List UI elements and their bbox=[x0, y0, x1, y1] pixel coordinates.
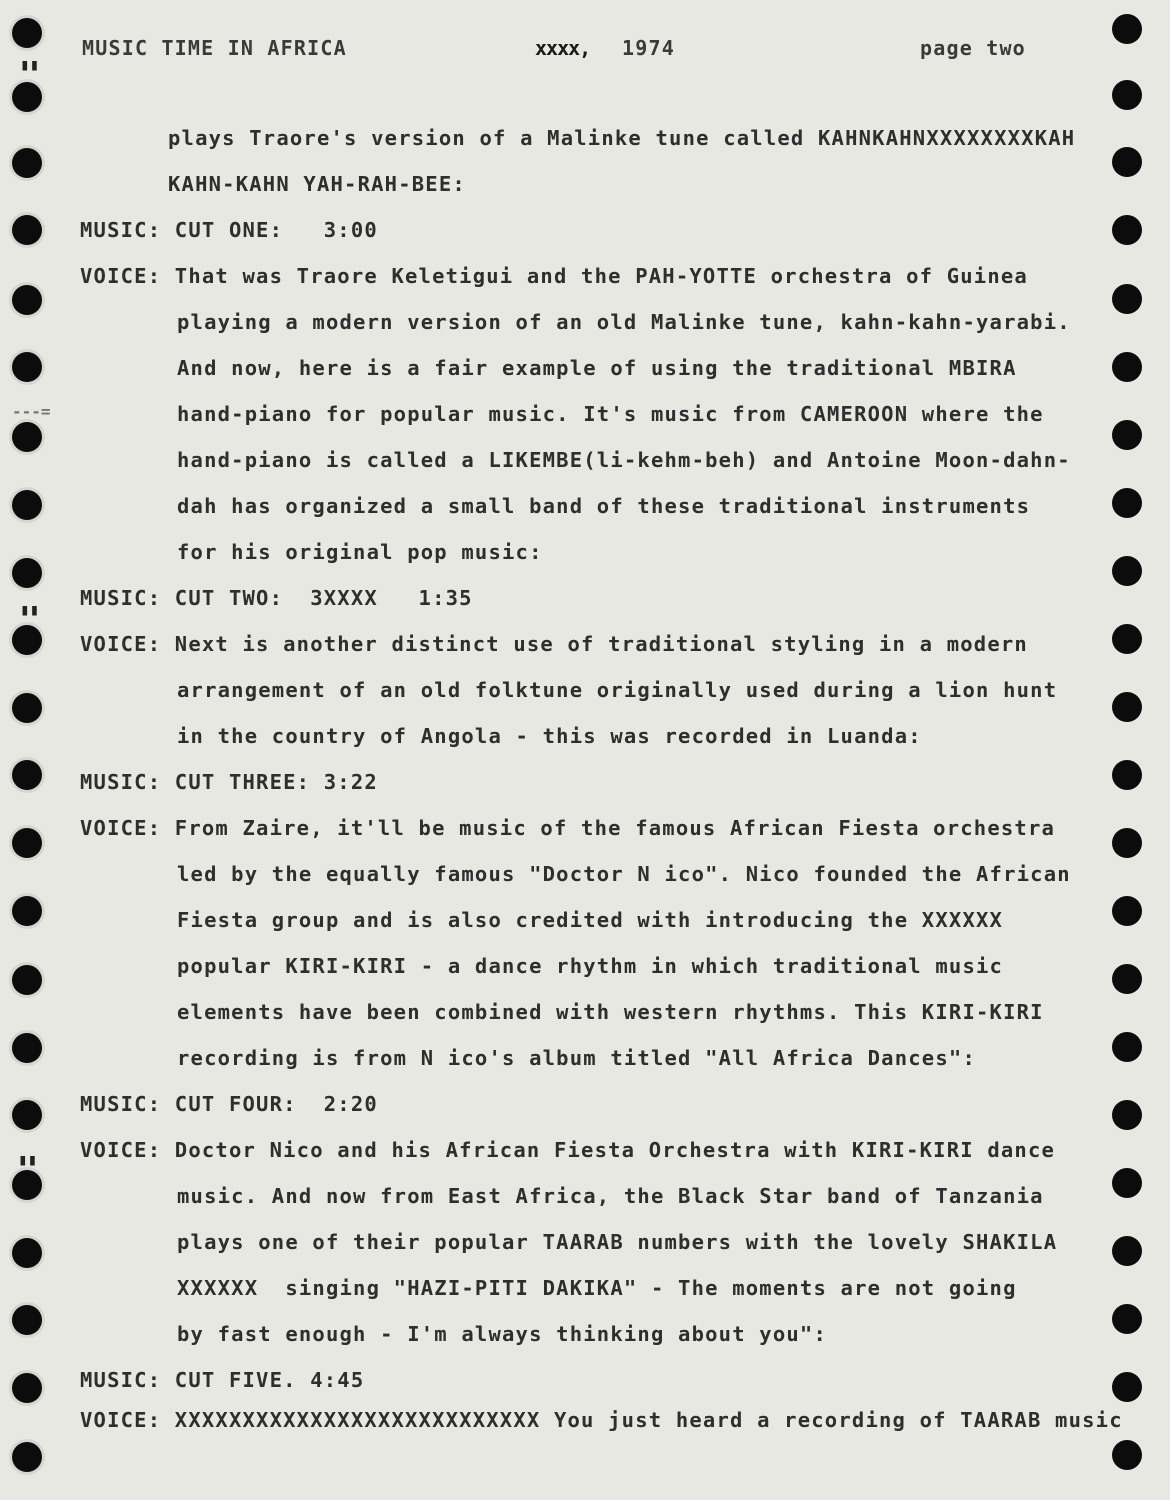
feed-hole bbox=[12, 285, 42, 315]
voice-line: VOICE: XXXXXXXXXXXXXXXXXXXXXXXXXXX You just heard a recording of TAARAB music bbox=[80, 1408, 1123, 1432]
feed-hole bbox=[12, 215, 42, 245]
script-line: arrangement of an old folktune originally used during a lion hunt bbox=[177, 678, 1058, 702]
feed-hole bbox=[12, 18, 42, 48]
feed-hole bbox=[1112, 488, 1142, 518]
feed-hole bbox=[12, 828, 42, 858]
script-line: plays Traore's version of a Malinke tune called KAHNKAHNXXXXXXXXKAH bbox=[168, 126, 1076, 150]
feed-hole bbox=[1112, 1236, 1142, 1266]
feed-hole bbox=[1112, 1304, 1142, 1334]
feed-hole bbox=[12, 760, 42, 790]
script-line: plays one of their popular TAARAB numbers with the lovely SHAKILA bbox=[177, 1230, 1058, 1254]
music-cue: MUSIC: CUT FIVE. 4:45 bbox=[80, 1368, 365, 1392]
fold-mark: ▮▮ bbox=[20, 55, 40, 74]
feed-hole bbox=[1112, 420, 1142, 450]
feed-hole bbox=[12, 1100, 42, 1130]
script-line: recording is from N ico's album titled "All Africa Dances": bbox=[177, 1046, 976, 1070]
script-line: playing a modern version of an old Malinke tune, kahn-kahn-yarabi. bbox=[177, 310, 1071, 334]
script-line: music. And now from East Africa, the Black Star band of Tanzania bbox=[177, 1184, 1044, 1208]
feed-hole bbox=[12, 1170, 42, 1200]
feed-hole bbox=[12, 965, 42, 995]
music-cue: MUSIC: CUT THREE: 3:22 bbox=[80, 770, 378, 794]
script-line: Fiesta group and is also credited with introducing the XXXXXX bbox=[177, 908, 1004, 932]
feed-hole bbox=[12, 422, 42, 452]
feed-hole bbox=[1112, 284, 1142, 314]
script-line: dah has organized a small band of these traditional instruments bbox=[177, 494, 1031, 518]
feed-hole bbox=[1112, 624, 1142, 654]
script-line: hand-piano is called a LIKEMBE(li-kehm-beh) and Antoine Moon-dahn- bbox=[177, 448, 1071, 472]
voice-line: VOICE: Next is another distinct use of traditional styling in a modern bbox=[80, 632, 1028, 656]
feed-hole bbox=[12, 896, 42, 926]
feed-hole bbox=[1112, 215, 1142, 245]
feed-hole bbox=[1112, 692, 1142, 722]
feed-hole bbox=[12, 148, 42, 178]
feed-hole bbox=[1112, 1440, 1142, 1470]
music-cue: MUSIC: CUT ONE: 3:00 bbox=[80, 218, 378, 242]
feed-hole bbox=[1112, 352, 1142, 382]
feed-hole bbox=[12, 1033, 42, 1063]
script-line: elements have been combined with western rhythms. This KIRI-KIRI bbox=[177, 1000, 1044, 1024]
fold-mark: ▮▮ bbox=[20, 600, 40, 619]
feed-hole bbox=[1112, 760, 1142, 790]
music-cue: MUSIC: CUT FOUR: 2:20 bbox=[80, 1092, 378, 1116]
script-line: hand-piano for popular music. It's music from CAMEROON where the bbox=[177, 402, 1044, 426]
feed-hole bbox=[12, 1373, 42, 1403]
left-tractor-feed-strip bbox=[12, 0, 52, 1500]
feed-hole bbox=[1112, 1168, 1142, 1198]
fold-mark: ▮▮ bbox=[18, 1150, 38, 1169]
voice-line: VOICE: Doctor Nico and his African Fiesta Orchestra with KIRI-KIRI dance bbox=[80, 1138, 1056, 1162]
feed-hole bbox=[12, 558, 42, 588]
feed-hole bbox=[1112, 1100, 1142, 1130]
feed-hole bbox=[1112, 828, 1142, 858]
music-cue: MUSIC: CUT TWO: 3XXXX 1:35 bbox=[80, 586, 473, 610]
feed-hole bbox=[1112, 896, 1142, 926]
header-struck-date: xxxx, bbox=[535, 36, 591, 60]
feed-hole bbox=[12, 490, 42, 520]
feed-hole bbox=[1112, 556, 1142, 586]
feed-hole bbox=[1112, 964, 1142, 994]
script-line: led by the equally famous "Doctor N ico". Nico founded the African bbox=[177, 862, 1071, 886]
right-tractor-feed-strip bbox=[1112, 0, 1152, 1500]
header-year: 1974 bbox=[622, 36, 675, 60]
feed-hole bbox=[1112, 1372, 1142, 1402]
voice-line: VOICE: That was Traore Keletigui and the PAH-YOTTE orchestra of Guinea bbox=[80, 264, 1028, 288]
feed-hole bbox=[1112, 14, 1142, 44]
script-line: for his original pop music: bbox=[177, 540, 543, 564]
feed-hole bbox=[12, 1305, 42, 1335]
feed-hole bbox=[1112, 147, 1142, 177]
feed-hole bbox=[12, 82, 42, 112]
feed-hole bbox=[1112, 80, 1142, 110]
feed-hole bbox=[12, 625, 42, 655]
feed-hole bbox=[12, 352, 42, 382]
feed-hole bbox=[1112, 1032, 1142, 1062]
script-line: XXXXXX singing "HAZI-PITI DAKIKA" - The moments are not going bbox=[177, 1276, 1017, 1300]
fold-mark: ‑‑‑= bbox=[12, 402, 51, 421]
script-line: in the country of Angola - this was recorded in Luanda: bbox=[177, 724, 922, 748]
script-line: And now, here is a fair example of using the traditional MBIRA bbox=[177, 356, 1017, 380]
header-page-number: page two bbox=[920, 36, 1026, 60]
script-line: KAHN-KAHN YAH-RAH-BEE: bbox=[168, 172, 466, 196]
script-line: popular KIRI-KIRI - a dance rhythm in which traditional music bbox=[177, 954, 1004, 978]
voice-line: VOICE: From Zaire, it'll be music of the famous African Fiesta orchestra bbox=[80, 816, 1056, 840]
feed-hole bbox=[12, 693, 42, 723]
feed-hole bbox=[12, 1238, 42, 1268]
script-line: by fast enough - I'm always thinking about you": bbox=[177, 1322, 828, 1346]
header-title: MUSIC TIME IN AFRICA bbox=[82, 36, 347, 60]
feed-hole bbox=[12, 1442, 42, 1472]
